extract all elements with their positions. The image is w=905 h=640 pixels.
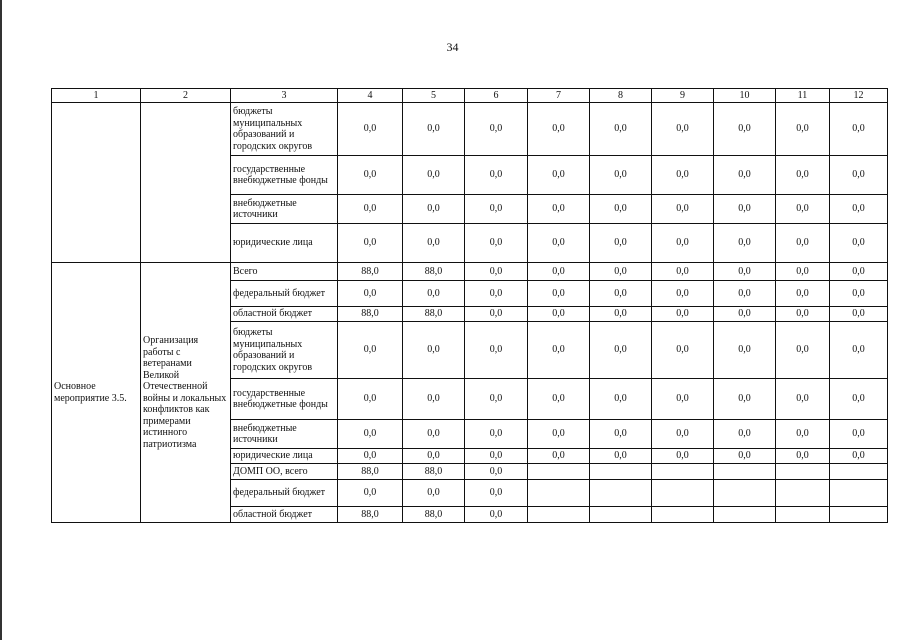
value-cell: 0,0 (714, 379, 776, 420)
value-cell: 0,0 (776, 449, 830, 464)
funding-source-cell: Всего (231, 263, 338, 281)
value-cell: 0,0 (403, 195, 465, 224)
value-cell: 0,0 (590, 420, 652, 449)
value-cell: 88,0 (403, 507, 465, 523)
column-header-5: 5 (403, 89, 465, 103)
value-cell: 0,0 (465, 449, 528, 464)
value-cell (830, 480, 888, 507)
value-cell: 0,0 (590, 379, 652, 420)
funding-source-cell: областной бюджет (231, 307, 338, 322)
value-cell: 0,0 (714, 307, 776, 322)
column-header-6: 6 (465, 89, 528, 103)
value-cell: 0,0 (465, 103, 528, 156)
value-cell (590, 480, 652, 507)
value-cell: 0,0 (590, 195, 652, 224)
value-cell (776, 507, 830, 523)
value-cell: 0,0 (714, 224, 776, 263)
value-cell: 0,0 (528, 195, 590, 224)
value-cell: 0,0 (776, 281, 830, 307)
funding-source-cell: бюджеты муниципальных образований и городских округов (231, 103, 338, 156)
table-row (52, 263, 888, 281)
value-cell: 0,0 (465, 195, 528, 224)
value-cell: 0,0 (776, 322, 830, 379)
value-cell: 0,0 (776, 263, 830, 281)
value-cell: 0,0 (714, 195, 776, 224)
funding-source-cell: внебюджетные источники (231, 195, 338, 224)
value-cell (830, 507, 888, 523)
page-left-edge (0, 0, 2, 640)
value-cell: 0,0 (714, 281, 776, 307)
value-cell: 88,0 (338, 263, 403, 281)
funding-source-cell: федеральный бюджет (231, 281, 338, 307)
value-cell (590, 464, 652, 480)
value-cell: 0,0 (652, 420, 714, 449)
value-cell: 0,0 (403, 224, 465, 263)
value-cell: 0,0 (776, 156, 830, 195)
value-cell: 0,0 (652, 195, 714, 224)
value-cell: 0,0 (338, 281, 403, 307)
value-cell: 0,0 (830, 156, 888, 195)
value-cell: 0,0 (652, 263, 714, 281)
column-header-1: 1 (52, 89, 141, 103)
value-cell: 0,0 (465, 281, 528, 307)
column-header-7: 7 (528, 89, 590, 103)
value-cell: 0,0 (338, 195, 403, 224)
funding-source-cell: федеральный бюджет (231, 480, 338, 507)
value-cell: 0,0 (714, 322, 776, 379)
value-cell: 0,0 (338, 379, 403, 420)
value-cell: 0,0 (528, 156, 590, 195)
value-cell (776, 480, 830, 507)
value-cell: 0,0 (403, 322, 465, 379)
funding-source-cell: юридические лица (231, 224, 338, 263)
value-cell: 0,0 (338, 224, 403, 263)
value-cell: 0,0 (714, 103, 776, 156)
funding-source-cell: бюджеты муниципальных образований и городских округов (231, 322, 338, 379)
value-cell: 0,0 (830, 449, 888, 464)
description-cell (141, 103, 231, 263)
value-cell: 0,0 (652, 103, 714, 156)
column-header-11: 11 (776, 89, 830, 103)
column-header-9: 9 (652, 89, 714, 103)
value-cell: 0,0 (338, 103, 403, 156)
value-cell: 0,0 (590, 224, 652, 263)
value-cell: 0,0 (465, 464, 528, 480)
column-header-4: 4 (338, 89, 403, 103)
value-cell: 0,0 (465, 224, 528, 263)
value-cell: 0,0 (528, 379, 590, 420)
value-cell: 0,0 (652, 156, 714, 195)
value-cell: 0,0 (776, 379, 830, 420)
value-cell: 0,0 (830, 195, 888, 224)
value-cell: 0,0 (830, 307, 888, 322)
event-cell (52, 103, 141, 263)
budget-table (51, 88, 888, 523)
value-cell: 0,0 (403, 103, 465, 156)
value-cell: 0,0 (652, 449, 714, 464)
funding-source-cell: областной бюджет (231, 507, 338, 523)
value-cell: 0,0 (714, 263, 776, 281)
column-header-8: 8 (590, 89, 652, 103)
funding-source-cell: внебюджетные источники (231, 420, 338, 449)
value-cell: 0,0 (403, 379, 465, 420)
value-cell (528, 480, 590, 507)
value-cell: 0,0 (830, 103, 888, 156)
value-cell (652, 464, 714, 480)
value-cell: 0,0 (776, 224, 830, 263)
value-cell: 0,0 (465, 156, 528, 195)
value-cell: 0,0 (714, 449, 776, 464)
value-cell: 0,0 (528, 224, 590, 263)
value-cell: 88,0 (338, 307, 403, 322)
value-cell (528, 507, 590, 523)
table-row (52, 103, 888, 156)
value-cell: 0,0 (465, 307, 528, 322)
value-cell: 0,0 (465, 420, 528, 449)
value-cell: 0,0 (590, 449, 652, 464)
column-header-10: 10 (714, 89, 776, 103)
value-cell: 0,0 (652, 322, 714, 379)
value-cell: 0,0 (776, 195, 830, 224)
description-cell: Организация работы с ветеранами Великой Отечественной войны и локальных конфликтов как примерами истинного патриотизма (141, 263, 231, 523)
value-cell: 0,0 (652, 379, 714, 420)
value-cell: 0,0 (830, 224, 888, 263)
value-cell: 0,0 (776, 420, 830, 449)
value-cell: 0,0 (590, 103, 652, 156)
value-cell: 0,0 (465, 322, 528, 379)
value-cell: 0,0 (830, 379, 888, 420)
value-cell (652, 507, 714, 523)
value-cell: 0,0 (652, 307, 714, 322)
column-header-2: 2 (141, 89, 231, 103)
value-cell: 0,0 (465, 480, 528, 507)
value-cell: 88,0 (403, 263, 465, 281)
value-cell: 0,0 (338, 156, 403, 195)
value-cell: 0,0 (338, 449, 403, 464)
value-cell (714, 464, 776, 480)
value-cell: 0,0 (830, 281, 888, 307)
value-cell: 0,0 (830, 322, 888, 379)
funding-source-cell: государственные внебюджетные фонды (231, 156, 338, 195)
value-cell (714, 480, 776, 507)
value-cell: 0,0 (776, 307, 830, 322)
value-cell: 0,0 (830, 420, 888, 449)
table-header-row (52, 89, 888, 103)
value-cell: 0,0 (776, 103, 830, 156)
value-cell (830, 464, 888, 480)
value-cell: 0,0 (403, 449, 465, 464)
value-cell: 0,0 (528, 103, 590, 156)
funding-source-cell: юридические лица (231, 449, 338, 464)
value-cell: 0,0 (528, 449, 590, 464)
value-cell: 88,0 (338, 464, 403, 480)
page-number: 34 (446, 40, 459, 54)
funding-source-cell: ДОМП ОО, всего (231, 464, 338, 480)
value-cell: 0,0 (403, 281, 465, 307)
value-cell: 0,0 (714, 420, 776, 449)
value-cell: 0,0 (403, 480, 465, 507)
value-cell: 0,0 (338, 420, 403, 449)
value-cell: 0,0 (338, 322, 403, 379)
value-cell: 0,0 (528, 263, 590, 281)
value-cell: 0,0 (338, 480, 403, 507)
value-cell: 0,0 (465, 379, 528, 420)
value-cell (776, 464, 830, 480)
value-cell: 0,0 (528, 281, 590, 307)
value-cell: 0,0 (830, 263, 888, 281)
value-cell (714, 507, 776, 523)
value-cell: 0,0 (465, 507, 528, 523)
value-cell: 0,0 (652, 281, 714, 307)
value-cell: 0,0 (590, 322, 652, 379)
funding-source-cell: государственные внебюджетные фонды (231, 379, 338, 420)
value-cell: 0,0 (528, 322, 590, 379)
value-cell: 0,0 (403, 156, 465, 195)
column-header-3: 3 (231, 89, 338, 103)
value-cell: 0,0 (590, 263, 652, 281)
value-cell: 0,0 (714, 156, 776, 195)
value-cell: 88,0 (338, 507, 403, 523)
value-cell: 0,0 (465, 263, 528, 281)
value-cell: 0,0 (590, 307, 652, 322)
value-cell (590, 507, 652, 523)
value-cell: 0,0 (528, 420, 590, 449)
value-cell: 0,0 (652, 224, 714, 263)
value-cell (528, 464, 590, 480)
value-cell: 0,0 (528, 307, 590, 322)
value-cell: 88,0 (403, 464, 465, 480)
event-cell: Основное мероприятие 3.5. (52, 263, 141, 523)
column-header-12: 12 (830, 89, 888, 103)
value-cell (652, 480, 714, 507)
value-cell: 88,0 (403, 307, 465, 322)
value-cell: 0,0 (590, 281, 652, 307)
value-cell: 0,0 (590, 156, 652, 195)
value-cell: 0,0 (403, 420, 465, 449)
